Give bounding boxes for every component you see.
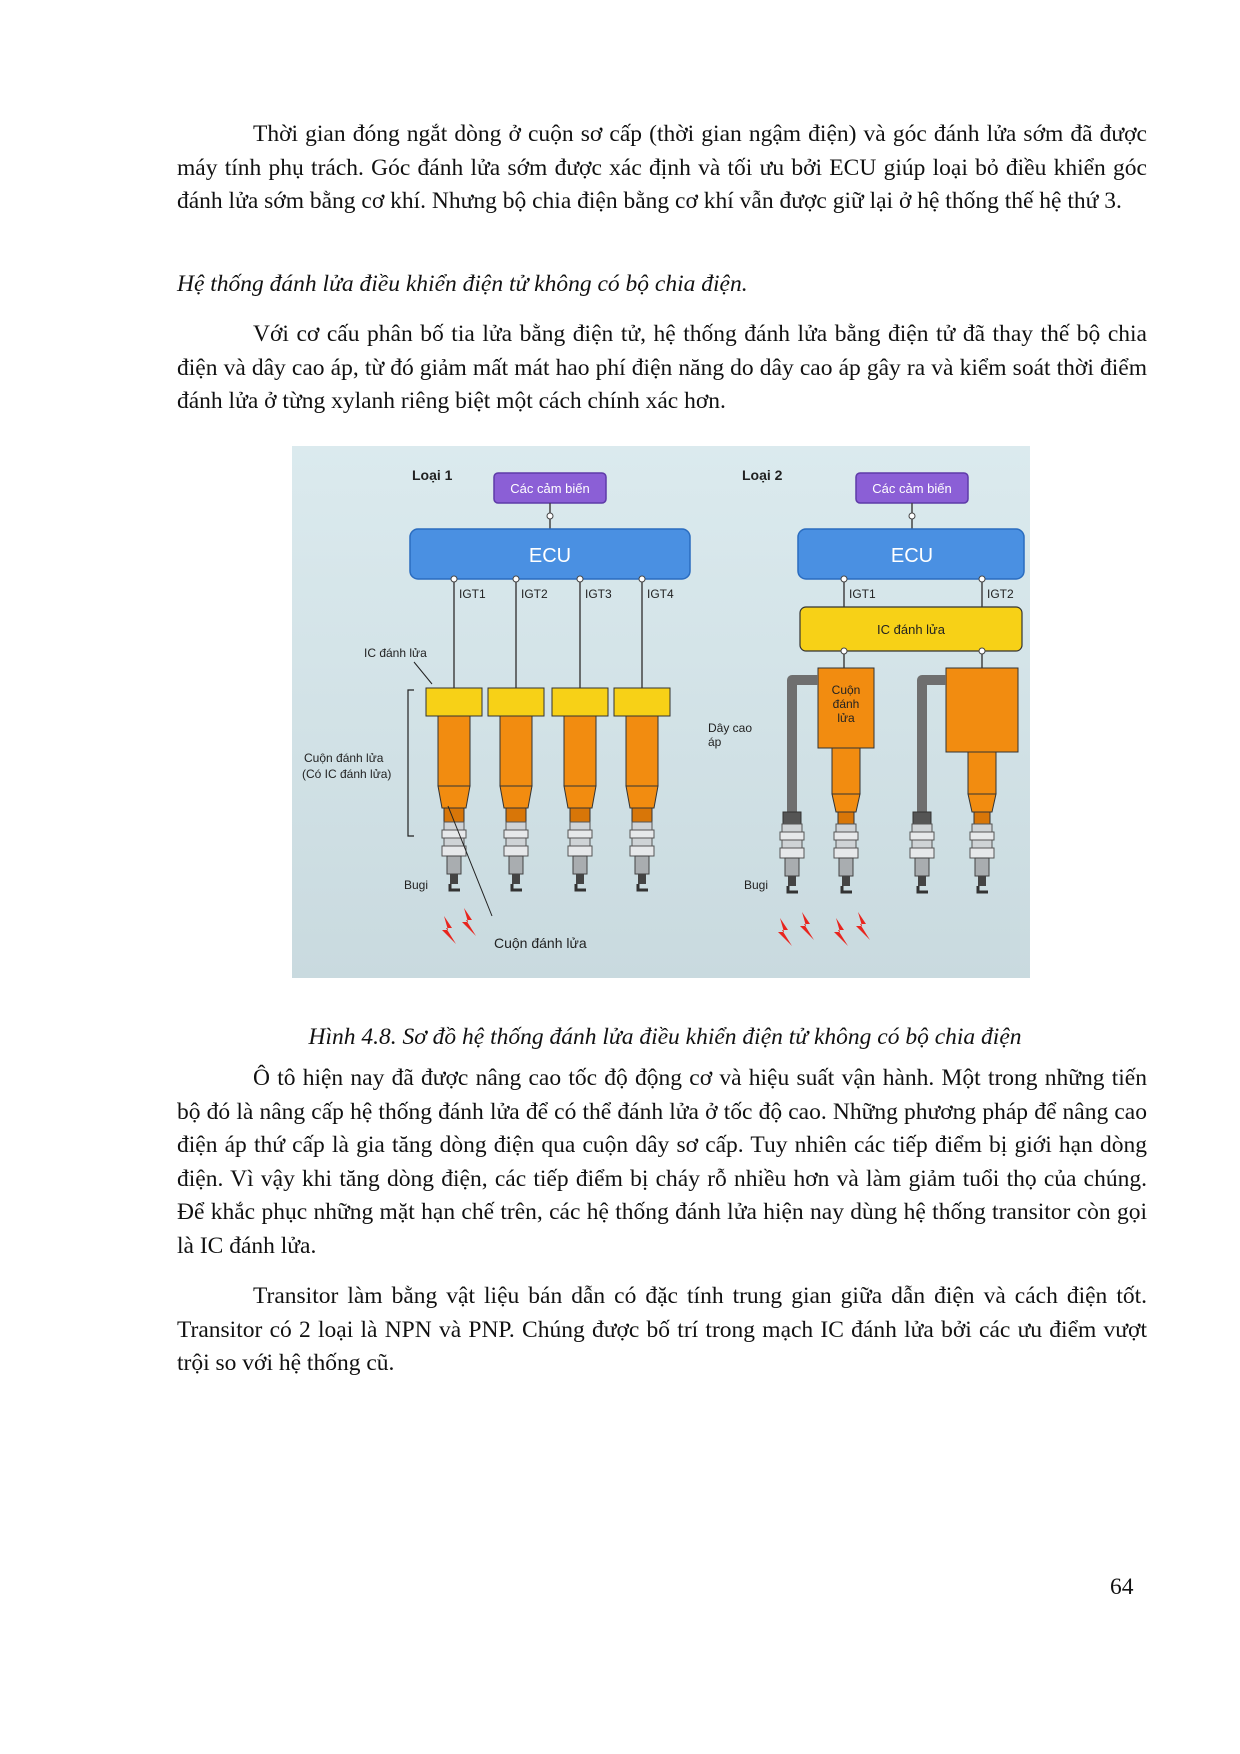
page-number: 64	[1110, 1574, 1134, 1600]
type2-wire-label-1: Dây cao	[708, 721, 753, 735]
type2-igt2: IGT2	[987, 587, 1014, 601]
type1-plug-label: Bugi	[404, 878, 429, 892]
type2-ic-label: IC đánh lửa	[877, 622, 945, 637]
paragraph-transistor: Transitor làm bằng vật liệu bán dẫn có đặc tính trung gian giữa dẫn điện và cách điện tốt. Transitor có 2 loại là NPN và PNP. Chúng được bố trí trong mạch IC đánh lửa bởi các ưu điểm vượt trội so với hệ thống cũ.	[177, 1283, 1147, 1376]
type2-title: Loại 2	[742, 467, 783, 483]
type1-sensors-label: Các cảm biến	[510, 481, 590, 496]
ignition-system-diagram	[292, 446, 1030, 978]
type1-coil-label-2: (Có IC đánh lửa)	[302, 767, 392, 781]
type1-coil-label-1: Cuộn đánh lửa	[304, 751, 384, 765]
figure-caption: Hình 4.8. Sơ đồ hệ thống đánh lửa điều khiển điện tử không có bộ chia điện	[308, 1024, 1022, 1050]
paragraph-timing: Thời gian đóng ngắt dòng ở cuộn sơ cấp (thời gian ngậm điện) và góc đánh lửa sớm đã được máy tính phụ trách. Góc đánh lửa sớm được xác định và tối ưu bởi ECU giúp loại bỏ điều khiển góc đánh lửa sớm bằng cơ khí. Nhưng bộ chia điện bằng cơ khí vẫn được giữ lại ở hệ thống thế hệ thứ 3.	[177, 121, 1147, 214]
type2-coil-label-2: đánh	[832, 697, 860, 711]
type2-coil-label-3: lửa	[837, 711, 855, 725]
type1-coil-bottom-label: Cuộn đánh lửa	[494, 935, 587, 951]
type1-ecu-label: ECU	[528, 545, 572, 567]
type2-igt1: IGT1	[849, 587, 876, 601]
type2-coil-label-1: Cuộn	[831, 683, 861, 697]
section-heading: Hệ thống đánh lửa điều khiển điện tử không có bộ chia điện.	[177, 271, 748, 297]
paragraph-electronic-distribution: Với cơ cấu phân bố tia lửa bằng điện tử, hệ thống đánh lửa bằng điện tử đã thay thế bộ chia điện và dây cao áp, từ đó giảm mất mát hao phí điện năng do dây cao áp gây ra và kiểm soát thời điểm đánh lửa ở từng xylanh riêng biệt một cách chính xác hơn.	[177, 321, 1147, 414]
type1-igt1: IGT1	[459, 587, 486, 601]
type1-title: Loại 1	[412, 467, 453, 483]
type1-igt3: IGT3	[585, 587, 612, 601]
type1-igt4: IGT4	[647, 587, 674, 601]
type1-igt2: IGT2	[521, 587, 548, 601]
type1-ic-label: IC đánh lửa	[364, 646, 427, 660]
type2-sensors-label: Các cảm biến	[872, 481, 952, 496]
type2-ecu-label: ECU	[890, 545, 934, 567]
type2-plug-label: Bugi	[744, 878, 769, 892]
type2-wire-label-2: áp	[708, 735, 722, 749]
paragraph-modern-systems: Ô tô hiện nay đã được nâng cao tốc độ động cơ và hiệu suất vận hành. Một trong những tiến bộ đó là nâng cấp hệ thống đánh lửa để có thể đánh lửa ở tốc độ cao. Những phương pháp để nâng cao điện áp thứ cấp là gia tăng dòng điện qua cuộn dây sơ cấp. Tuy nhiên các tiếp điểm bị giới hạn dòng điện. Vì vậy khi tăng dòng điện, các tiếp điểm bị cháy rỗ nhiều hơn và làm giảm tuổi thọ của chúng. Để khắc phục những mặt hạn chế trên, các hệ thống đánh lửa hiện nay dùng hệ thống transitor còn gọi là IC đánh lửa.	[177, 1065, 1147, 1259]
